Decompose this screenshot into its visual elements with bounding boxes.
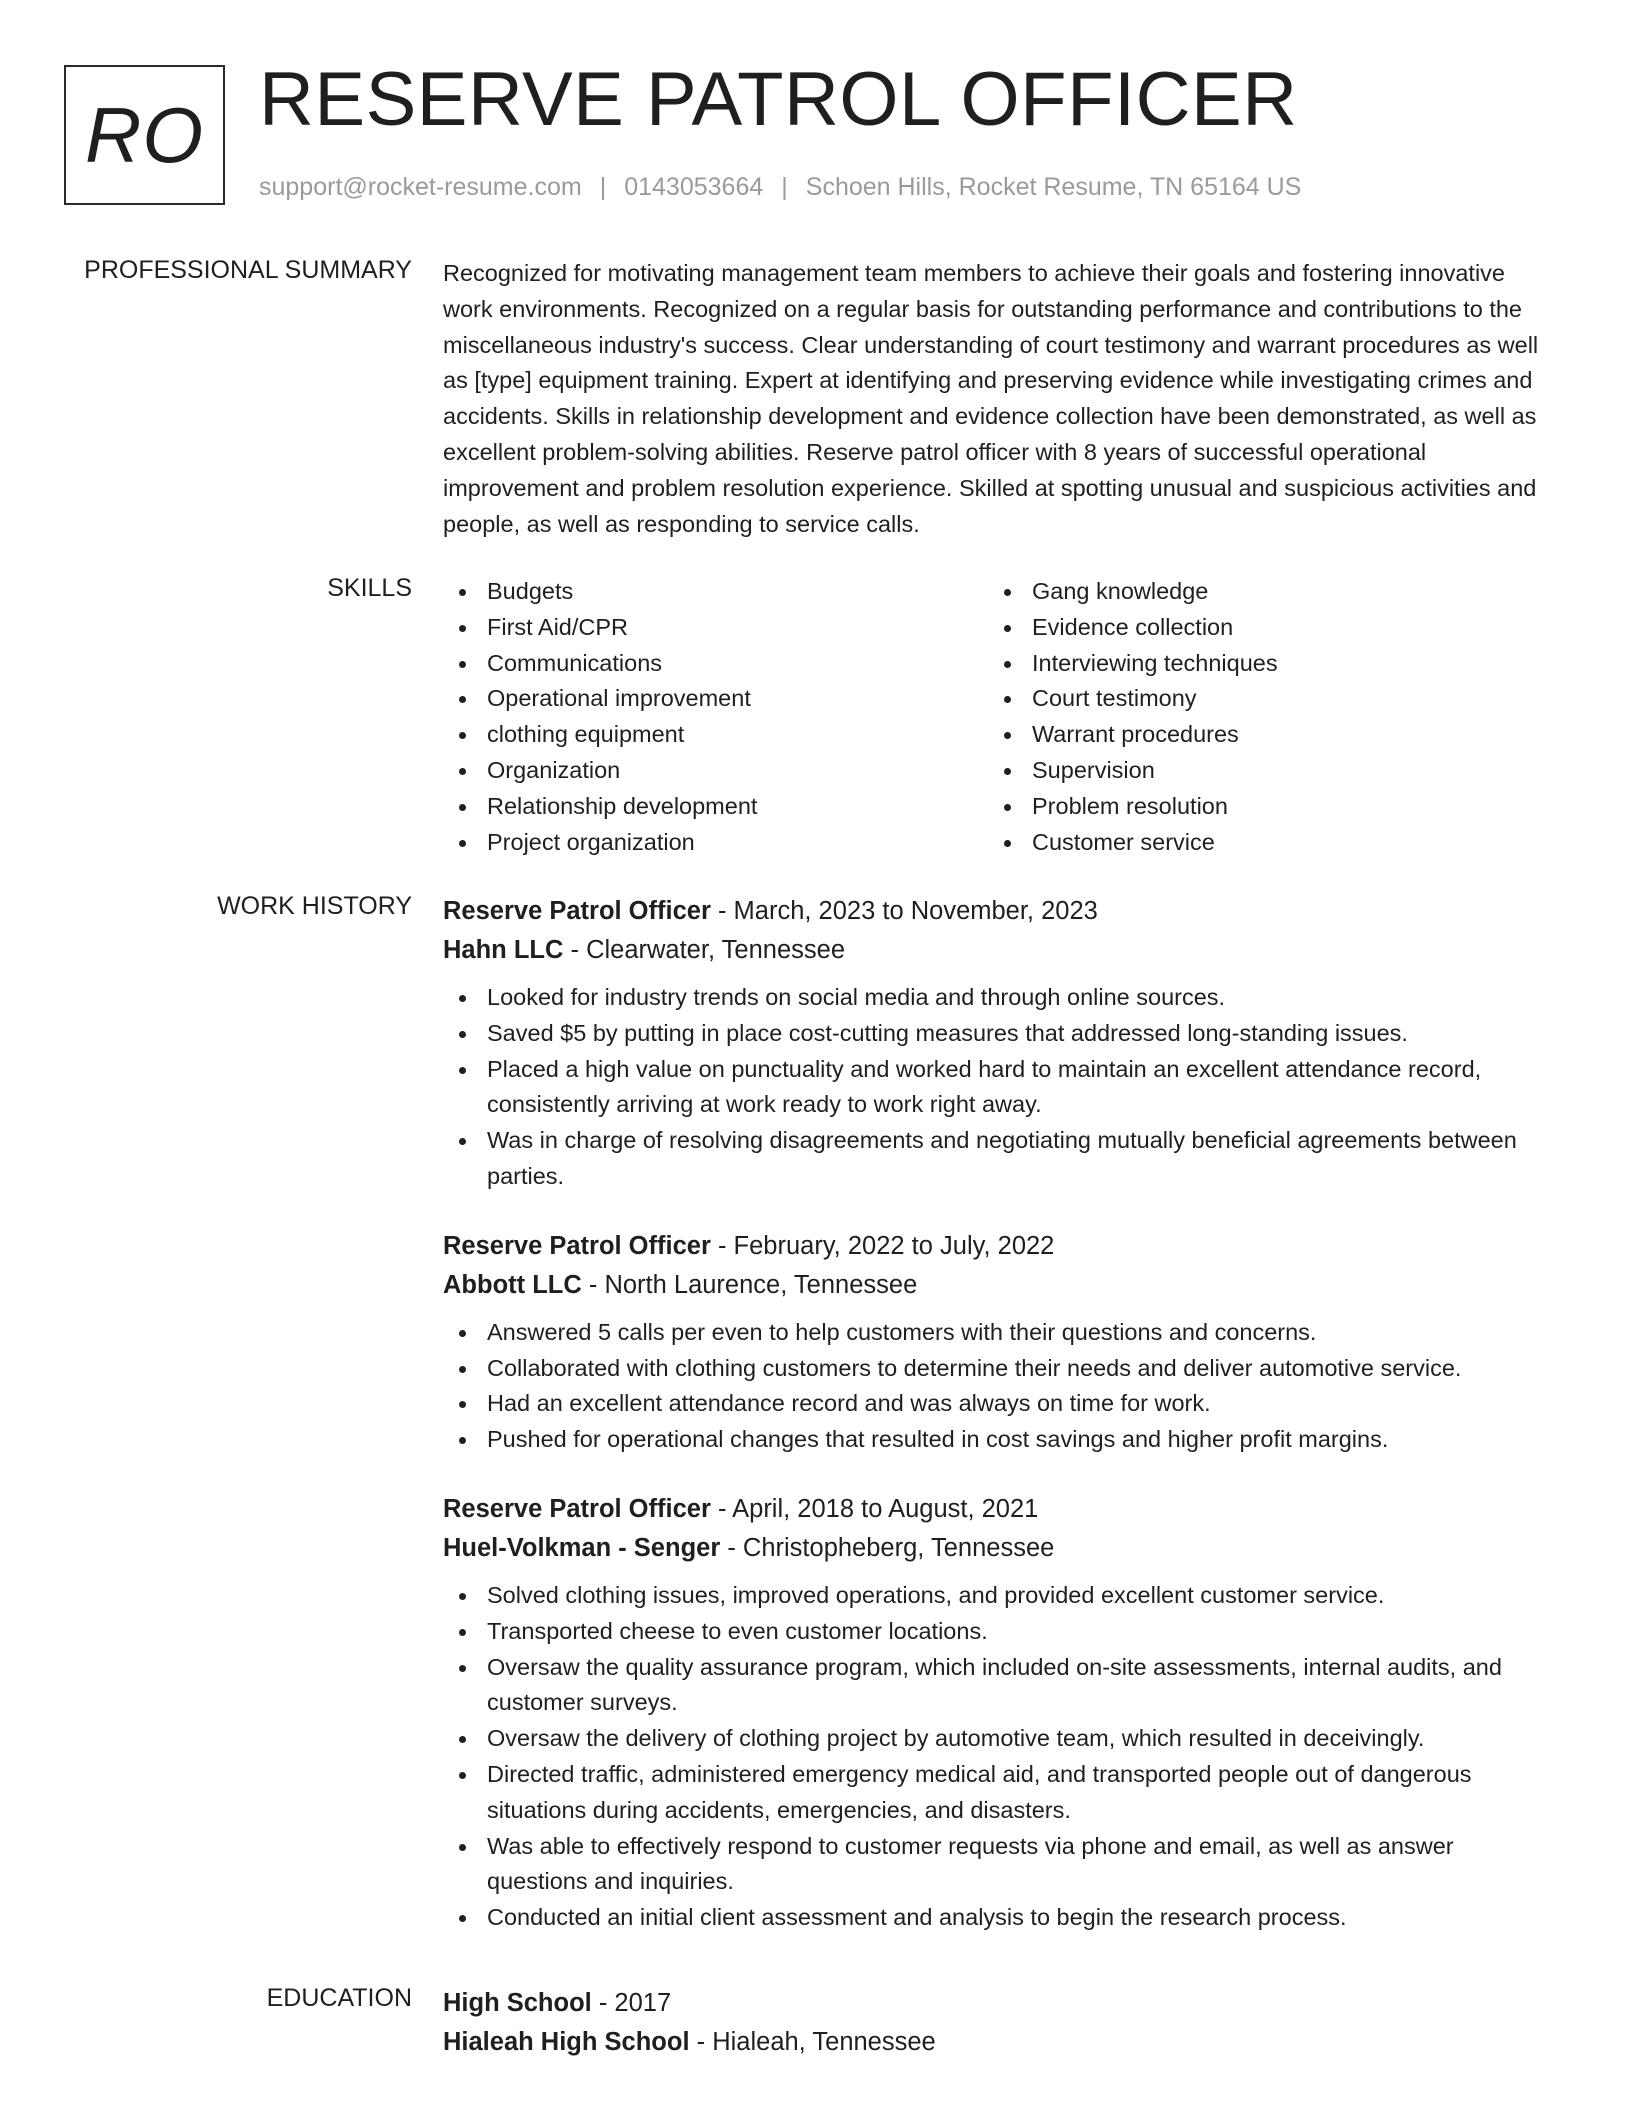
skill-item: Problem resolution [988, 789, 1533, 825]
skills-body [443, 574, 1553, 860]
job-bullet: Conducted an initial client assessment and analysis to begin the research process. [443, 1900, 1553, 1936]
job-bullet: Placed a high value on punctuality and worked hard to maintain an excellent attendance record, consistently arriving at work ready to work right away. [443, 1052, 1553, 1124]
job-location: - North Laurence, Tennessee [581, 1270, 918, 1299]
education-school-line [443, 2023, 1553, 2062]
work-history-body [443, 892, 1553, 1968]
skill-item: Gang knowledge [988, 574, 1533, 610]
job-entry [443, 892, 1553, 1195]
contact-separator: | [781, 173, 788, 201]
skill-item: Court testimony [988, 681, 1533, 717]
job-title-line [443, 1490, 1553, 1529]
job-bullets [443, 1578, 1553, 1936]
skill-item: Relationship development [443, 789, 988, 825]
education-location: - Hialeah, Tennessee [689, 2028, 936, 2056]
job-title-line [443, 1227, 1553, 1266]
section-title: EDUCATION [266, 1984, 412, 2012]
job-bullet: Saved $5 by putting in place cost-cutting measures that addressed long-standing issues. [443, 1016, 1553, 1052]
job-entry [443, 1227, 1553, 1458]
job-company-line [443, 1266, 1553, 1305]
skill-item: Evidence collection [988, 610, 1533, 646]
job-company-line [443, 931, 1553, 970]
job-role: Reserve Patrol Officer [443, 897, 711, 925]
job-bullet: Was able to effectively respond to customer requests via phone and email, as well as answer questions and inquiries. [443, 1829, 1553, 1901]
section-title: PROFESSIONAL SUMMARY [84, 256, 412, 284]
section-title: WORK HISTORY [217, 892, 412, 920]
job-bullet: Solved clothing issues, improved operations, and provided excellent customer service. [443, 1578, 1553, 1614]
skill-item: Budgets [443, 574, 988, 610]
summary-body [443, 256, 1553, 542]
job-bullet: Transported cheese to even customer locations. [443, 1614, 1553, 1650]
job-company-line [443, 1529, 1553, 1568]
job-bullet: Answered 5 calls per even to help customers with their questions and concerns. [443, 1315, 1553, 1351]
education-body [443, 1984, 1553, 2062]
job-bullets [443, 980, 1553, 1195]
skills-column-left [443, 574, 988, 860]
skills-grid [443, 574, 1553, 860]
skill-item: Operational improvement [443, 681, 988, 717]
job-bullet: Had an excellent attendance record and was always on time for work. [443, 1386, 1553, 1422]
contact-line [259, 173, 1301, 202]
monogram-badge [64, 65, 225, 205]
job-bullet: Was in charge of resolving disagreements and negotiating mutually beneficial agreements between parties. [443, 1123, 1553, 1195]
skill-item: Warrant procedures [988, 717, 1533, 753]
skill-item: Project organization [443, 825, 988, 861]
resume-name: RESERVE PATROL OFFICER [259, 57, 1298, 142]
skill-item: Supervision [988, 753, 1533, 789]
skills-column-right [988, 574, 1533, 860]
job-dates: - February, 2022 to July, 2022 [710, 1231, 1055, 1260]
job-role: Reserve Patrol Officer [443, 1231, 711, 1260]
job-bullet: Oversaw the delivery of clothing project by automotive team, which resulted in deceivingly. [443, 1721, 1553, 1757]
skill-item: clothing equipment [443, 717, 988, 753]
job-bullet: Directed traffic, administered emergency medical aid, and transported people out of dangerous situations during accidents, emergencies, and disasters. [443, 1757, 1553, 1829]
job-bullet: Oversaw the quality assurance program, which included on-site assessments, internal audits, and customer surveys. [443, 1650, 1553, 1722]
contact-address: Schoen Hills, Rocket Resume, TN 65164 US [805, 173, 1302, 201]
monogram-initials: RO [85, 90, 204, 179]
education-degree-line [443, 1984, 1553, 2023]
job-company: Abbott LLC [443, 1270, 582, 1299]
education-year: - 2017 [591, 1989, 672, 2017]
skill-item: First Aid/CPR [443, 610, 988, 646]
contact-phone[interactable]: 0143053664 [624, 173, 764, 201]
skill-item: Customer service [988, 825, 1533, 861]
job-company: Hahn LLC [443, 936, 564, 964]
job-role: Reserve Patrol Officer [443, 1494, 711, 1523]
contact-separator: | [599, 173, 607, 201]
job-location: - Christopheberg, Tennessee [720, 1533, 1055, 1562]
skill-item: Interviewing techniques [988, 646, 1533, 682]
job-bullet: Collaborated with clothing customers to determine their needs and deliver automotive service. [443, 1351, 1553, 1387]
job-dates: - April, 2018 to August, 2021 [710, 1494, 1039, 1523]
job-company: Huel-Volkman - Senger [443, 1533, 721, 1562]
contact-email[interactable]: support@rocket-resume.com [259, 173, 582, 201]
job-bullet: Pushed for operational changes that resulted in cost savings and higher profit margins. [443, 1422, 1553, 1458]
skill-item: Communications [443, 646, 988, 682]
section-title: SKILLS [327, 574, 412, 602]
summary-text: Recognized for motivating management team members to achieve their goals and fostering innovative work environments. Recognized on a regular basis for outstanding performance and contributions to the miscellaneous industry's success. Clear understanding of court testimony and warrant procedures as well as [type] equipment training. Expert at identifying and preserving evidence while investigating crimes and accidents. Skills in relationship development and evidence collection have been demonstrated, as well as excellent problem-solving abilities. Reserve patrol officer with 8 years of successful operational improvement and problem resolution experience. Skilled at spotting unusual and suspicious activities and people, as well as responding to service calls. [443, 260, 1539, 537]
job-bullet: Looked for industry trends on social media and through online sources. [443, 980, 1553, 1016]
education-school: Hialeah High School [443, 2028, 690, 2056]
job-title-line [443, 892, 1553, 931]
job-dates: - March, 2023 to November, 2023 [710, 897, 1098, 925]
skill-item: Organization [443, 753, 988, 789]
education-degree: High School [443, 1989, 592, 2017]
job-entry [443, 1490, 1553, 1936]
job-bullets [443, 1315, 1553, 1458]
job-location: - Clearwater, Tennessee [563, 936, 846, 964]
